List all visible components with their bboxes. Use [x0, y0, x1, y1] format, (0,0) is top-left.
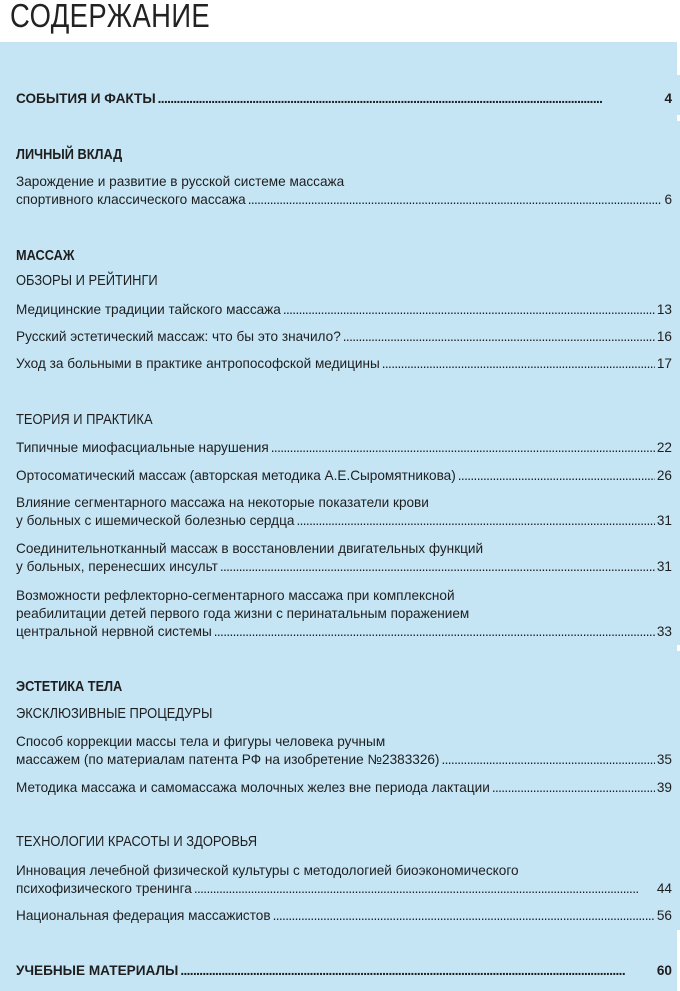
section-heading-body: ЭСТЕТИКА ТЕЛА [16, 679, 123, 695]
toc-entry[interactable] [16, 907, 672, 925]
toc-page-number: 4 [664, 91, 672, 106]
section-heading-massage: МАССАЖ [16, 248, 75, 264]
toc-entry-title: Русский эстетический массаж: что бы это значило? [16, 329, 341, 344]
leader-dots [248, 191, 663, 209]
toc-entry-title-line: Влияние сегментарного массажа на некоторые показатели крови [16, 495, 429, 510]
toc-page-number: 26 [656, 468, 672, 483]
header-bar [0, 0, 680, 42]
leader-dots [214, 623, 655, 641]
leader-dots [194, 880, 655, 898]
leader-dots [296, 512, 654, 530]
toc-entry[interactable] [16, 862, 672, 898]
leader-dots [158, 90, 663, 108]
toc-page-number: 17 [656, 356, 672, 371]
toc-entry-title-line: массажем (по материалам патента РФ на изобретение №2383326) [16, 752, 440, 767]
toc-entry-events[interactable] [16, 90, 672, 108]
toc-entry[interactable] [16, 494, 672, 530]
subsection-heading-reviews: ОБЗОРЫ И РЕЙТИНГИ [16, 272, 158, 289]
toc-page-number: 33 [656, 624, 672, 639]
toc-page-number: 44 [656, 881, 672, 896]
toc-entry[interactable] [16, 587, 672, 641]
toc-entry-title-line: Соединительнотканный массаж в восстановлении двигательных функций [16, 541, 484, 556]
page-title: СОДЕРЖАНИЕ [10, 0, 211, 34]
leader-dots [283, 301, 655, 319]
toc-entry[interactable] [16, 540, 672, 576]
toc-entry-title-line: у больных, перенесших инсульт [16, 559, 218, 574]
subsection-heading-tech: ТЕХНОЛОГИИ КРАСОТЫ И ЗДОРОВЬЯ [16, 833, 258, 850]
toc-entry-title-line: Возможности рефлекторно-сегментарного массажа при комплексной [16, 588, 455, 603]
toc-entry[interactable] [16, 779, 672, 797]
subsection-heading-theory: ТЕОРИЯ И ПРАКТИКА [16, 411, 153, 428]
leader-dots [343, 328, 655, 346]
leader-dots [273, 907, 655, 925]
toc-entry[interactable] [16, 173, 672, 209]
toc-entry[interactable] [16, 328, 672, 346]
toc-entry-title-line: у больных с ишемической болезнью сердца [16, 513, 295, 528]
leader-dots [441, 751, 654, 769]
toc-entry[interactable] [16, 439, 672, 457]
toc-entry-title-line: спортивного классического массажа [16, 192, 246, 207]
toc-entry-title: СОБЫТИЯ И ФАКТЫ [16, 91, 156, 106]
toc-entry-title: Типичные миофасциальные нарушения [16, 440, 269, 455]
toc-entry-title: Уход за больными в практике антропософской медицины [16, 356, 380, 371]
toc-page-number: 39 [656, 780, 672, 795]
toc-entry[interactable] [16, 355, 672, 373]
toc-entry-title: Национальная федерация массажистов [16, 908, 271, 923]
toc-entry-title: Медицинские традиции тайского массажа [16, 302, 281, 317]
toc-page-number: 31 [656, 513, 672, 528]
table-of-contents [0, 42, 680, 991]
toc-page-number: 16 [656, 329, 672, 344]
toc-entry-title-line: Инновация лечебной физической культуры с методологией биоэкономического [16, 863, 519, 878]
toc-page-number: 13 [656, 302, 672, 317]
leader-dots [180, 962, 655, 980]
leader-dots [271, 439, 655, 457]
toc-entry-title-line: Способ коррекции массы тела и фигуры человека ручным [16, 734, 386, 749]
leader-dots [382, 355, 655, 373]
section-heading-personal: ЛИЧНЫЙ ВКЛАД [16, 147, 123, 163]
toc-entry-title: Методика массажа и самомассажа молочных желез вне периода лактации [16, 780, 490, 795]
toc-entry-title-line: центральной нервной системы [16, 624, 212, 639]
toc-entry-study[interactable] [16, 962, 672, 980]
toc-entry[interactable] [16, 733, 672, 769]
toc-entry-title-line: реабилитации детей первого года жизни с перинатальным поражением [16, 606, 470, 621]
toc-entry[interactable] [16, 301, 672, 319]
toc-page-number: 22 [656, 440, 672, 455]
leader-dots [458, 467, 655, 485]
toc-entry-title: УЧЕБНЫЕ МАТЕРИАЛЫ [16, 963, 179, 978]
toc-page-number: 56 [656, 908, 672, 923]
toc-page-number: 60 [656, 963, 672, 978]
toc-page-number: 31 [656, 559, 672, 574]
leader-dots [220, 558, 655, 576]
toc-entry-title: Ортосоматический массаж (авторская методика А.Е.Сыромятникова) [16, 468, 456, 483]
toc-entry-title-line: психофизического тренинга [16, 881, 192, 896]
toc-page-number: 6 [664, 192, 672, 207]
toc-entry-title-line: Зарождение и развитие в русской системе массажа [16, 174, 345, 189]
subsection-heading-exclusive: ЭКСКЛЮЗИВНЫЕ ПРОЦЕДУРЫ [16, 705, 213, 722]
toc-entry[interactable] [16, 467, 672, 485]
leader-dots [492, 779, 655, 797]
toc-page-number: 35 [656, 752, 672, 767]
